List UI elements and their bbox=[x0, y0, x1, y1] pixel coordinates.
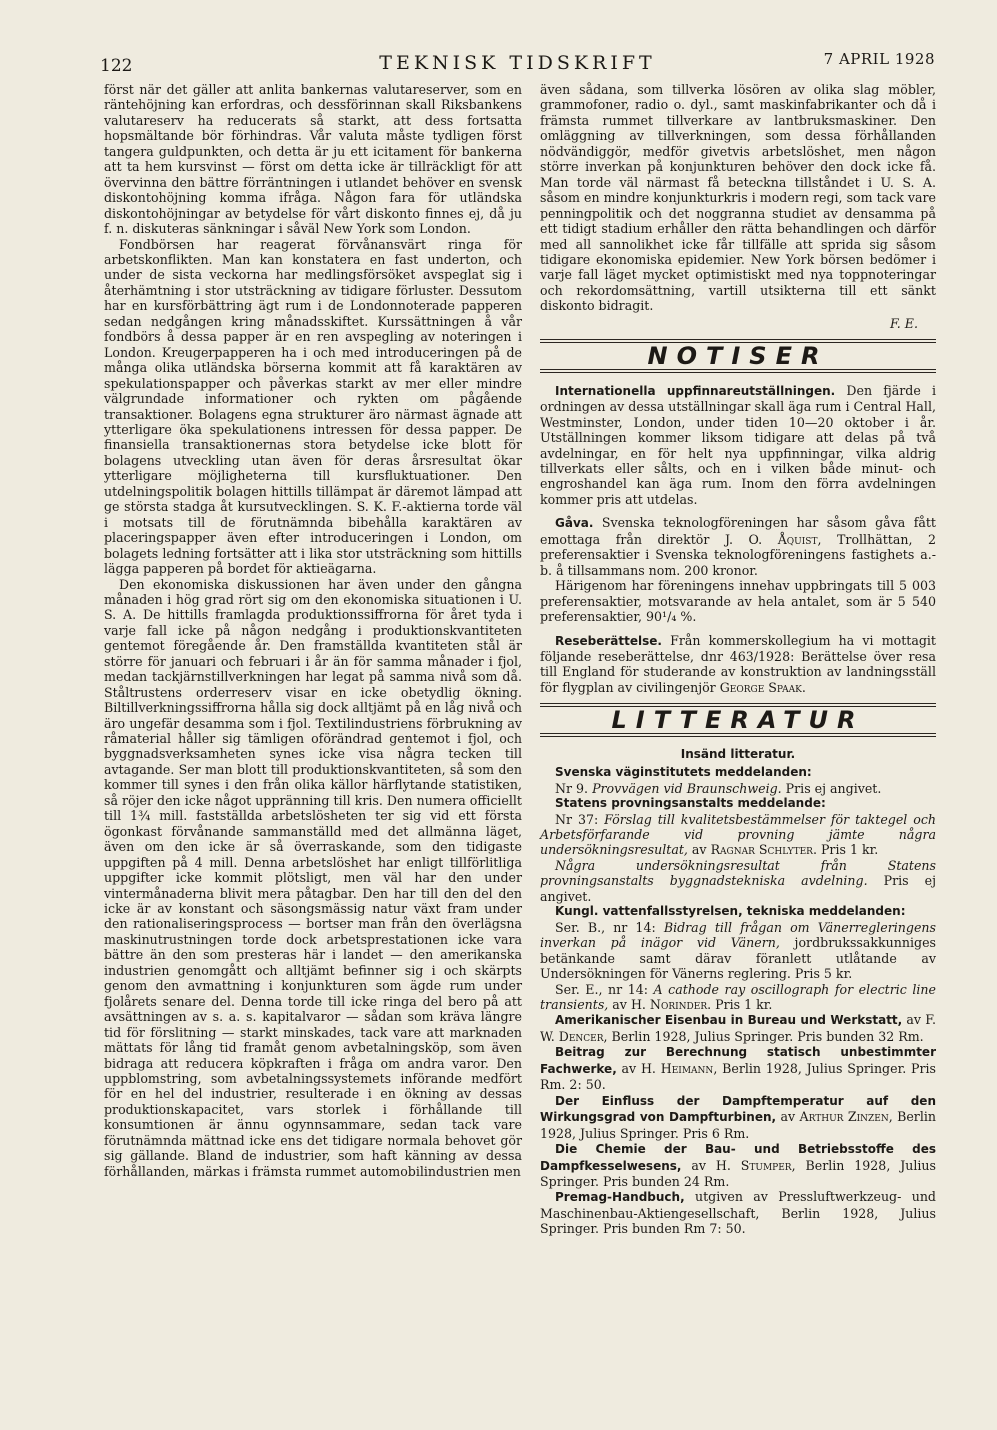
entry-title: Bidrag till frågan om Vänerregleringens inverkan på inägor vid Vänern, bbox=[540, 919, 936, 951]
book-text: av bbox=[776, 1109, 800, 1125]
entry-text: av bbox=[608, 997, 631, 1013]
book-title: Amerikanischer Eisenbau in Bureau und Werkstatt, bbox=[555, 1013, 903, 1028]
book-entry bbox=[540, 1012, 936, 1044]
entry-number: Ser. B., nr 14: bbox=[555, 919, 664, 935]
entry-price: . Pris 1 kr. bbox=[812, 842, 879, 858]
notice-text: Härigenom har föreningens innehav uppbringats till 5 003 preferensaktier, motsvarande av hela antalet, som är 5 540 preferensaktier, 90¹/₄ %. bbox=[540, 578, 936, 625]
entry-number: Nr 37: bbox=[555, 811, 605, 827]
paragraph: Fondbörsen har reagerat förvånansvärt ringa för arbetskonflikten. Man kan konstatera en fast underton, och under de sista veckorna har medlingsförsöket avspeglat sig i återhämtning i stor utsträckning av tidigare förluster. Dessutom har en kursförbättring ägt rum i de Londonnoterade papperen sedan nedgången kring månadsskiftet. Kurssättningen å vår fondbörs å dessa papper är en ren avspegling av noteringen i London. Kreugerpapperen ha i och med introduceringen på de många olika utländska börserna kommit att få karaktären av spekulationspapper och påverkas starkt av mer eller mindre välgrundade informationer och rykten om pågående transaktioner. Bolagens egna strukturer äro närmast ägnade att ytterligare öka spekulationens intressen för dessa papper. De finansiella transaktionernas stora betydelse icke blott för bolagens utveckling utan även för deras årsresultat ökar ytterligare möjligheterna till kursfluktuationer. Den utdelningspolitik bolagen hittills tillämpat är däremot lämpad att ge största stadga åt kursutvecklingen. S. K. F.-aktierna torde väl i motsats till de förutnämnda bibehålla karaktären av placeringspapper även efter introduceringen i London, om bolagets ledning fortsätter att i lika stor utsträckning som hittills lägga papperen på bordet för aktieägarna. bbox=[104, 236, 522, 577]
book-author: Stumper bbox=[740, 1157, 792, 1173]
literature-entry bbox=[540, 781, 936, 796]
entry-author: Ragnar Schlyter bbox=[710, 842, 813, 858]
book-text: av H. bbox=[616, 1060, 661, 1076]
paragraph: Den ekonomiska diskussionen har även under den gångna månaden i hög grad rört sig om den ekonomiska situationen i U. S. A. De hittills framlagda produktionssiffrorna för året tyda i varje fall icke på någon nedgång i produktionskvantiteten gentemot föregående år. Den framställda kvantiteten stål är större för januari och februari i år än för samma månader i fjol, medan tackjärnstillverkningen har legat på samma nivå som då. Ståltrustens orderreserv visar en icke obetydlig ökning. Biltillverkningssiffrorna hålla sig dock alltjämt på en låg nivå och äro ungefär desamma som i fjol. Textilindustriens förbrukning av råmaterial håller sig tämligen oförändrad gentemot i fjol, och byggnadsverksamheten synes icke visa några tecken till avtagande. Ser man blott till produktionskvantiteten, så som den kommer till synes i den från olika källor härflytande statistiken, så röjer den icke något uppränning till kris. Den numera officiellt till 1¾ mill. fastställda arbetslösheten ter sig vid ett första ögonkast förvånande sammanställd med det allmänna läget, även om den icke är så överraskande, som den tidigaste uppgiften på 4 mill. Denna arbetslöshet har enligt tillförlitliga uppgifter icke kommit plötsligt, men väl har den under vintermånaderna blivit mera påtagbar. Den har till den del den icke är av konstant och säsongsmässig natur växt fram under den rationaliseringsprocess — bortser man från den överlägsna maskinutrustningen torde dock arbetsprestationen icke vara bättre än den som presteras här i landet — den amerikanska industrien genomgått och alltjämt befinner sig i och skärpts genom den avmattning i konjunkturen som ägde rum under fjolårets senare del. Denna torde till icke ringa del bero på att avsättningen av s. a. s. kapitalvaror — sådan som kräva längre tid för förslitning — starkt minskades, tack vare att marknaden mättats för lång tid framåt genom avbetalningsköp, som även bidraga att reducera köpkraften i fråga om andra varor. Den uppblomstring, som avbetalningssystemets införande medfört för en hel del industrier, resulterade i en ökning av dessas produktionskapacitet, vars storlek i förhållande till konsumtionen är ännu ogynnsammare, sedan tack vare förutnämnda mättnad icke ens det tidigare normala behovet gör sig gällande. Bland de industrier, som haft känning av dessa förhållanden, märkas i främsta rummet automobilindustrien men bbox=[104, 576, 522, 1179]
book-title: Der Einfluss der Dampftemperatur auf den Wirkungsgrad von Dampfturbinen, bbox=[540, 1093, 936, 1125]
literature-entry bbox=[540, 812, 936, 858]
paragraph: först när det gäller att anlita bankernas valutareserver, som en räntehöjning kan erfordras, och dessförinnan skall Riksbankens valutareserv ha reducerats så starkt, att dess fortsatta hopsmältande bör förhindras. Vår valuta måste tydligen först tangera guldpunkten, och detta är ju ett icitament för bankerna att ta hem kursvinst — först om detta icke är tillräckligt för att övervinna den bättre förräntningen i utlandet behöver en svensk diskontohöjning komma ifråga. Någon fara för utländska diskontohöjningar av betydelse för vårt diskonto finnes ej, då ju f. n. diskuteras sänkningar i såväl New York som London. bbox=[104, 82, 522, 237]
book-entry bbox=[540, 1141, 936, 1189]
left-column bbox=[104, 82, 522, 1179]
notice-lead: Internationella uppfinnareutställningen. bbox=[555, 383, 836, 398]
running-header bbox=[100, 48, 935, 78]
literature-entry bbox=[540, 982, 936, 1013]
entry-price: . Pris 1 kr. bbox=[707, 997, 773, 1013]
book-title: Beitrag zur Berechnung statisch unbestimmter Fachwerke, bbox=[540, 1045, 936, 1076]
entry-price: Pris ej angivet. bbox=[781, 780, 882, 796]
notice bbox=[540, 383, 936, 508]
book-text: , Berlin 1928, Julius Springer. Pris bunden 24 Rm. bbox=[540, 1157, 936, 1189]
entry-title: Förslag till kvalitetsbestämmelser för taktegel och Arbetsförfarande vid provning jämte några undersökningsresultat, bbox=[540, 811, 936, 858]
literature-entry bbox=[540, 920, 936, 982]
notice-lead: Gåva. bbox=[555, 516, 594, 531]
notiser-heading bbox=[540, 339, 936, 372]
book-text: , Berlin 1928, Julius Springer. Pris 6 Rm. bbox=[540, 1109, 936, 1141]
book-title: Die Chemie der Bau- und Betriebsstoffe des Dampfkesselwesens, bbox=[540, 1142, 936, 1173]
notice bbox=[540, 515, 936, 624]
notice-text: , Trollhättan, 2 preferensaktier i Svenska teknologföreningens fastighets a.-b. å tillsammans nom. 200 kronor. bbox=[540, 531, 936, 578]
notice-text: . bbox=[801, 679, 806, 695]
section-title: LITTERATUR bbox=[611, 706, 865, 735]
book-text: av H. bbox=[681, 1157, 741, 1173]
entry-author: H. Norinder bbox=[630, 997, 708, 1013]
book-author: Dencer bbox=[558, 1028, 604, 1044]
book-entry bbox=[540, 1093, 936, 1141]
entry-title: A cathode ray oscillograph for electric line transients, bbox=[540, 981, 936, 1013]
page-number: 122 bbox=[100, 56, 133, 76]
book-author: Heimann bbox=[660, 1060, 714, 1076]
book-text: , Berlin 1928, Julius Springer. Pris bunden 32 Rm. bbox=[603, 1028, 924, 1044]
book-text: av F. W. bbox=[540, 1012, 936, 1044]
right-column bbox=[540, 82, 936, 1237]
person-name: George Spaak bbox=[719, 679, 802, 695]
book-text: utgiven av Pressluftwerkzeug- und Maschinenbau-Aktiengesellschaft, Berlin 1928, Julius Springer. Pris bunden Rm 7: 50. bbox=[540, 1189, 936, 1237]
notice-text: Den fjärde i ordningen av dessa utställningar skall äga rum i Central Hall, Westminster, London, under tiden 10—20 oktober i år. Utställningen kommer liksom tidigare att delas på två avdelningar, en för helt nya uppfinningar, vilka aldrig tillverkats eller sålts, och en i vilken både minut- och engroshandel kan äga rum. Inom den förra avdelningen kommer pris att utdelas. bbox=[540, 382, 937, 507]
section-title: NOTISER bbox=[647, 342, 829, 371]
person-name: Åquist bbox=[777, 531, 818, 547]
entry-text: av bbox=[687, 842, 711, 858]
entry-price: Pris ej angivet. bbox=[540, 873, 936, 904]
notice-lead: Reseberättelse. bbox=[555, 633, 662, 648]
series-name: Svenska väginstitutets meddelanden: bbox=[555, 765, 812, 780]
paragraph: även sådana, som tillverka lösören av olika slag möbler, grammofoner, radio o. dyl., samt maskinfabrikanter och då i främsta rummet tillverkare av lantbruksmaskiner. Den omläggning av tillverkningen, som dessa förhållanden nödvändiggör, medför givetvis arbetslöshet, men någon större inverkan på konjunkturen behöver den dock icke få. Man torde väl närmast få beteckna tillståndet i U. S. A. såsom en mindre konjunkturkris i modern regi, som tack vare penningpolitik och det noggranna studiet av densamma på ett tidigt stadium erhåller den rätta behandlingen och därför med all sannolikhet icke får tillfälle att sprida sig såsom tidigare ekonomiska epidemier. New York börsen bedömer i varje fall läget mycket optimistiskt med nya toppnoteringar och rekordomsättning, vartill utsikterna till ett sänkt diskonto bidragit. bbox=[540, 82, 936, 314]
literature-entry bbox=[540, 858, 936, 904]
book-entry bbox=[540, 1044, 936, 1092]
notice-text: Från kommerskollegium ha vi mottagit följande reseberättelse, dnr 463/1928: Berättelse över resa till England för studerande av konstruktion av landningsställ för flygplan av civilingenjör bbox=[540, 632, 936, 695]
notice bbox=[540, 633, 936, 696]
signature: F. E. bbox=[890, 315, 918, 331]
book-title: Premag-Handbuch, bbox=[555, 1190, 685, 1205]
notice-text: Svenska teknologföreningen har såsom gåva fått emottaga från direktör J. O. bbox=[540, 515, 936, 547]
journal-title: TEKNISK TIDSKRIFT bbox=[379, 52, 656, 74]
entry-title: Några undersökningsresultat från Statens provningsanstalts byggnadstekniska avdelning. bbox=[540, 857, 936, 889]
series-name: Kungl. vattenfallsstyrelsen, tekniska meddelanden: bbox=[555, 904, 906, 919]
litteratur-subtitle: Insänd litteratur. bbox=[680, 746, 796, 761]
issue-date: 7 APRIL 1928 bbox=[823, 50, 935, 68]
book-entry bbox=[540, 1189, 936, 1236]
entry-title: Provvägen vid Braunschweig. bbox=[592, 780, 782, 796]
series-name: Statens provningsanstalts meddelande: bbox=[555, 796, 826, 811]
litteratur-heading bbox=[540, 703, 936, 736]
entry-number: Ser. E., nr 14: bbox=[555, 981, 654, 997]
entry-text: jordbrukssakkunniges betänkande samt därav föranlett utlåtande av Undersökningen för Vänerns reglering. Pris 5 kr. bbox=[540, 935, 936, 982]
book-text: , Berlin 1928, Julius Springer. Pris Rm. 2: 50. bbox=[540, 1060, 936, 1093]
book-author: Arthur Zinzen bbox=[799, 1109, 889, 1125]
entry-number: Nr 9. bbox=[555, 780, 593, 796]
